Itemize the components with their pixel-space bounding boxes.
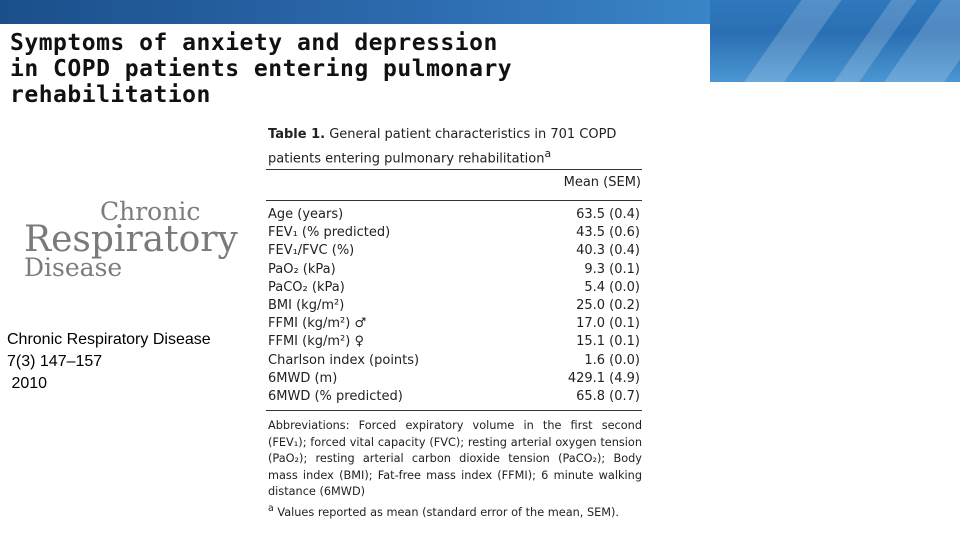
table-row-label: BMI (kg/m²) [268, 297, 345, 313]
table-row-label: Charlson index (points) [268, 352, 420, 368]
table-row [268, 352, 640, 370]
table-row-label: 6MWD (% predicted) [268, 388, 403, 404]
table-row-value: 1.6 (0.0) [584, 352, 640, 368]
table-header-rule [266, 200, 642, 201]
logo-line-respiratory: Respiratory [24, 219, 238, 260]
table-row [268, 279, 640, 297]
table-row [268, 242, 640, 260]
table-footnote-sup: a [268, 502, 274, 514]
table-bottom-rule [266, 410, 642, 411]
banner-decoration [710, 0, 960, 82]
slide-title-line: in COPD patients entering pulmonary [10, 56, 513, 82]
table-row-label: Age (years) [268, 207, 344, 222]
table-row [268, 333, 640, 351]
table-row [268, 370, 640, 388]
table-row-value: 429.1 (4.9) [567, 370, 640, 386]
table-caption [268, 125, 642, 168]
slide-title-line: rehabilitation [10, 82, 211, 108]
table-row-value: 43.5 (0.6) [576, 225, 640, 241]
journal-logo [24, 196, 274, 286]
table-row-label: PaCO₂ (kPa) [268, 279, 345, 295]
table-figure [262, 122, 647, 520]
table-row [268, 297, 640, 315]
table-body [268, 206, 640, 406]
table-row-value: 63.5 (0.4) [576, 207, 640, 222]
citation [7, 329, 211, 395]
table-row [268, 261, 640, 279]
table-row-value: 65.8 (0.7) [576, 388, 640, 404]
table-row-label: FFMI (kg/m²) ♂ [268, 316, 367, 332]
table-row-value: 15.1 (0.1) [576, 334, 640, 350]
citation-journal: Chronic Respiratory Disease [7, 331, 211, 348]
table-row-label: FEV₁ (% predicted) [268, 225, 391, 241]
table-row-value: 5.4 (0.0) [584, 279, 640, 295]
table-caption-text: General patient characteristics in 701 COPD patients entering pulmonary rehabilitation [268, 127, 617, 167]
table-row-label: FEV₁/FVC (%) [268, 243, 355, 259]
table-row [268, 206, 640, 224]
logo-line-chronic: Chronic [100, 197, 201, 226]
slide-title-line: Symptoms of anxiety and depression [10, 30, 498, 56]
table-footnote-values [268, 501, 642, 521]
table-row [268, 388, 640, 406]
table-column-header: Mean (SEM) [563, 175, 641, 190]
table-footnote-text: Values reported as mean (standard error of the mean, SEM). [273, 505, 620, 519]
table-row-value: 9.3 (0.1) [584, 261, 640, 277]
citation-volume: 7(3) 147–157 [7, 353, 103, 370]
table-row-value: 17.0 (0.1) [576, 316, 640, 332]
table-row [268, 315, 640, 333]
table-abbreviations: Abbreviations: Forced expiratory volume in the first second (FEV₁); forced vital capacity (FVC); resting arterial oxygen tension (PaO₂); resting arterial carbon dioxide tension (PaCO₂); Body mass index (BMI); Fat-free mass index (FFMI); 6 minute walking distance (6MWD) [268, 419, 642, 498]
table-row-value: 40.3 (0.4) [576, 243, 640, 259]
table-caption-label: Table 1. [268, 127, 326, 142]
logo-line-disease: Disease [24, 253, 123, 282]
table-top-rule [266, 169, 642, 170]
banner-shard [731, 0, 848, 82]
table-row-label: PaO₂ (kPa) [268, 261, 336, 277]
table-caption-sup: a [544, 147, 552, 160]
table-row-label: FFMI (kg/m²) ♀ [268, 334, 364, 350]
slide-title [10, 30, 700, 108]
table-row [268, 224, 640, 242]
table-row-label: 6MWD (m) [268, 370, 338, 386]
citation-year: 2010 [7, 375, 48, 392]
table-footnote [268, 418, 642, 521]
table-row-value: 25.0 (0.2) [576, 297, 640, 313]
